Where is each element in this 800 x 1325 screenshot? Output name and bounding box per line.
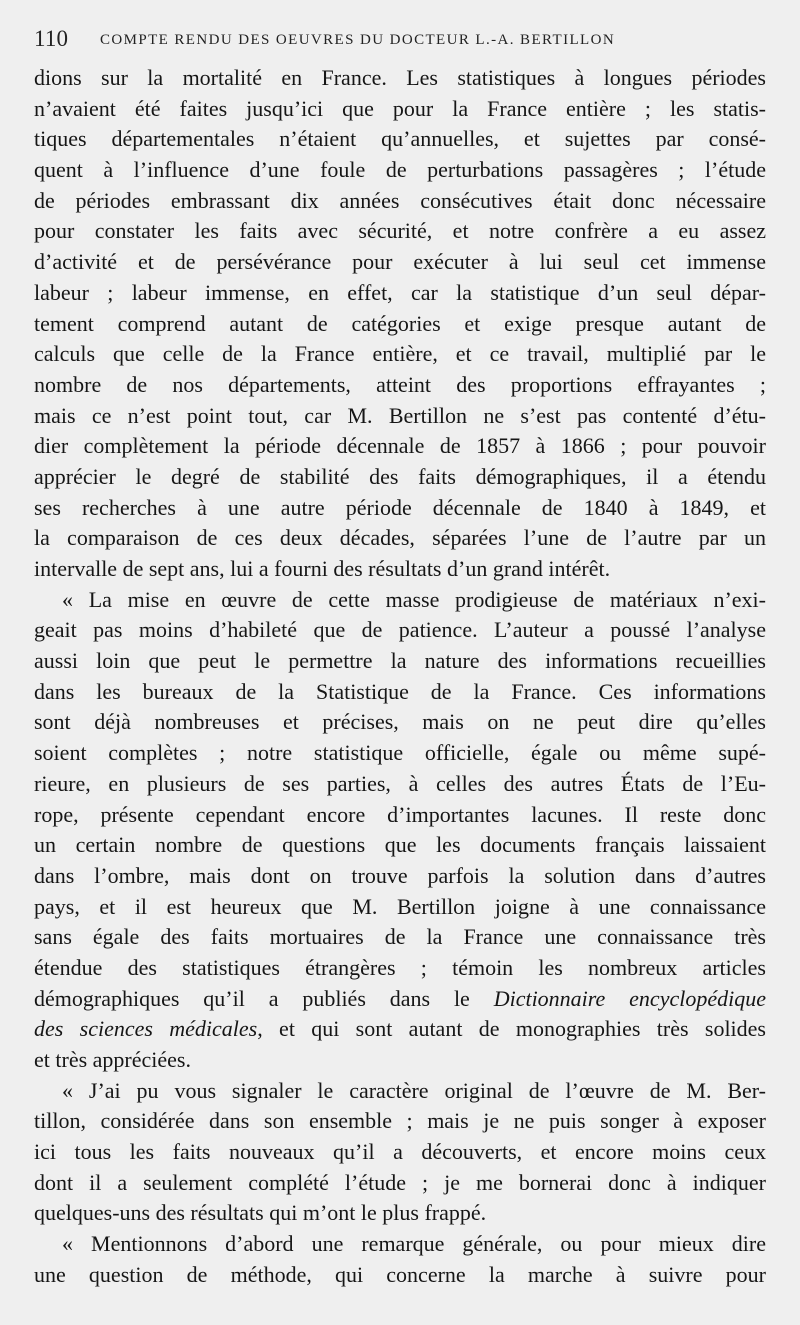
text-line — [34, 186, 766, 217]
line-text: mais ce n’est point tout, car M. Bertillon ne s’est pas contenté d’étu- — [34, 402, 766, 428]
line-text: ses recherches à une autre période décennale de 1840 à 1849, et — [34, 494, 766, 520]
line-text: étendue des statistiques étrangères ; témoin les nombreux articles — [34, 954, 766, 980]
text-line — [34, 94, 766, 125]
text-line — [34, 1260, 766, 1291]
line-text: labeur ; labeur immense, en effet, car la statistique d’un seul dépar- — [34, 279, 766, 305]
text-line — [34, 1137, 766, 1168]
text-line — [34, 1014, 766, 1045]
italic-text: des sciences médicales — [34, 1016, 258, 1042]
text-line — [34, 1168, 766, 1199]
line-text: aussi loin que peut le permettre la nature des informations recueillies — [34, 648, 766, 674]
text-line — [34, 554, 766, 585]
text-line — [34, 401, 766, 432]
text-line — [34, 1229, 766, 1260]
line-text: dans l’ombre, mais dont on trouve parfois la solution dans d’autres — [34, 862, 766, 888]
running-title: COMPTE RENDU DES OEUVRES DU DOCTEUR L.-A. BERTILLON — [100, 32, 616, 48]
text-line — [34, 462, 766, 493]
line-text: la comparaison de ces deux décades, séparées l’une de l’autre par un — [34, 525, 766, 551]
text-line — [34, 707, 766, 738]
line-text: tement comprend autant de catégories et exige presque autant de — [34, 310, 766, 336]
line-text: sont déjà nombreuses et précises, mais on ne peut dire qu’elles — [34, 709, 766, 735]
line-text: « Mentionnons d’abord une remarque générale, ou pour mieux dire — [62, 1231, 766, 1257]
line-text: dions sur la mortalité en France. Les statistiques à longues périodes — [34, 65, 766, 90]
line-text: , et qui sont autant de monographies très solides — [257, 1016, 766, 1042]
line-text: dans les bureaux de la Statistique de la France. Ces informations — [34, 678, 766, 704]
text-line — [34, 769, 766, 800]
text-line — [34, 63, 766, 94]
text-line — [34, 800, 766, 831]
line-text: pays, et il est heureux que M. Bertillon joigne à une connaissance — [34, 893, 766, 919]
line-text: nombre de nos départements, atteint des proportions effrayantes ; — [34, 371, 766, 397]
line-text: de périodes embrassant dix années consécutives était donc nécessaire — [34, 187, 766, 213]
line-text: et très appréciées. — [34, 1047, 191, 1072]
line-text: « La mise en œuvre de cette masse prodigieuse de matériaux n’exi- — [62, 586, 766, 612]
line-text: « J’ai pu vous signaler le caractère original de l’œuvre de M. Ber- — [62, 1077, 766, 1103]
line-text: quelques-uns des résultats qui m’ont le plus frappé. — [34, 1200, 487, 1226]
line-text: une question de méthode, qui concerne la marche à suivre pour — [34, 1261, 766, 1287]
line-text: ici tous les faits nouveaux qu’il a découverts, et encore moins ceux — [34, 1139, 766, 1165]
text-line — [34, 493, 766, 524]
line-text: démographiques qu’il a publiés dans le — [34, 985, 494, 1011]
text-line — [34, 155, 766, 186]
text-line — [34, 309, 766, 340]
line-text: n’avaient été faites jusqu’ici que pour la France entière ; les statis- — [34, 95, 766, 121]
text-line — [34, 677, 766, 708]
text-line — [34, 646, 766, 677]
running-header — [34, 26, 766, 62]
text-line — [34, 861, 766, 892]
text-line — [34, 339, 766, 370]
text-line — [34, 984, 766, 1015]
text-line — [34, 830, 766, 861]
text-line — [34, 922, 766, 953]
line-text: intervalle de sept ans, lui a fourni des résultats d’un grand intérêt. — [34, 556, 611, 581]
text-line — [34, 615, 766, 646]
line-text: calculs que celle de la France entière, et ce travail, multiplié par le — [34, 341, 766, 367]
text-line — [34, 1198, 766, 1229]
line-text: dont il a seulement complété l’étude ; je me bornerai donc à indiquer — [34, 1169, 766, 1195]
line-text: tiques départementales n’étaient qu’annuelles, et sujettes par consé- — [34, 126, 766, 152]
line-text: d’activité et de persévérance pour exécuter à lui seul cet immense — [34, 249, 766, 275]
page-number: 110 — [34, 26, 69, 51]
text-line — [34, 370, 766, 401]
text-line — [34, 1045, 766, 1076]
line-text: geait pas moins d’habileté que de patience. L’auteur a poussé l’analyse — [34, 617, 766, 643]
body-text — [34, 63, 766, 1291]
line-text: rieure, en plusieurs de ses parties, à celles des autres États de l’Eu- — [34, 770, 766, 796]
text-line — [34, 1106, 766, 1137]
text-line — [34, 216, 766, 247]
text-line — [34, 124, 766, 155]
line-text: un certain nombre de questions que les documents français laissaient — [34, 832, 766, 858]
text-line — [34, 585, 766, 616]
line-text: quent à l’influence d’une foule de perturbations passagères ; l’étude — [34, 157, 766, 183]
text-line — [34, 431, 766, 462]
italic-text: Dictionnaire encyclopédique — [493, 985, 766, 1011]
text-line — [34, 247, 766, 278]
line-text: rope, présente cependant encore d’importantes lacunes. Il reste donc — [34, 801, 766, 827]
text-line — [34, 278, 766, 309]
text-line — [34, 953, 766, 984]
text-line — [34, 892, 766, 923]
line-text: sans égale des faits mortuaires de la France une connaissance très — [34, 924, 766, 950]
line-text: tillon, considérée dans son ensemble ; mais je ne puis songer à exposer — [34, 1108, 766, 1134]
line-text: pour constater les faits avec sécurité, et notre confrère a eu assez — [34, 218, 766, 244]
line-text: apprécier le degré de stabilité des faits démographiques, il a étendu — [34, 463, 766, 489]
line-text: dier complètement la période décennale de 1857 à 1866 ; pour pouvoir — [34, 433, 766, 459]
text-line — [34, 1076, 766, 1107]
text-line — [34, 523, 766, 554]
text-line — [34, 738, 766, 769]
line-text: soient complètes ; notre statistique officielle, égale ou même supé- — [34, 740, 766, 766]
